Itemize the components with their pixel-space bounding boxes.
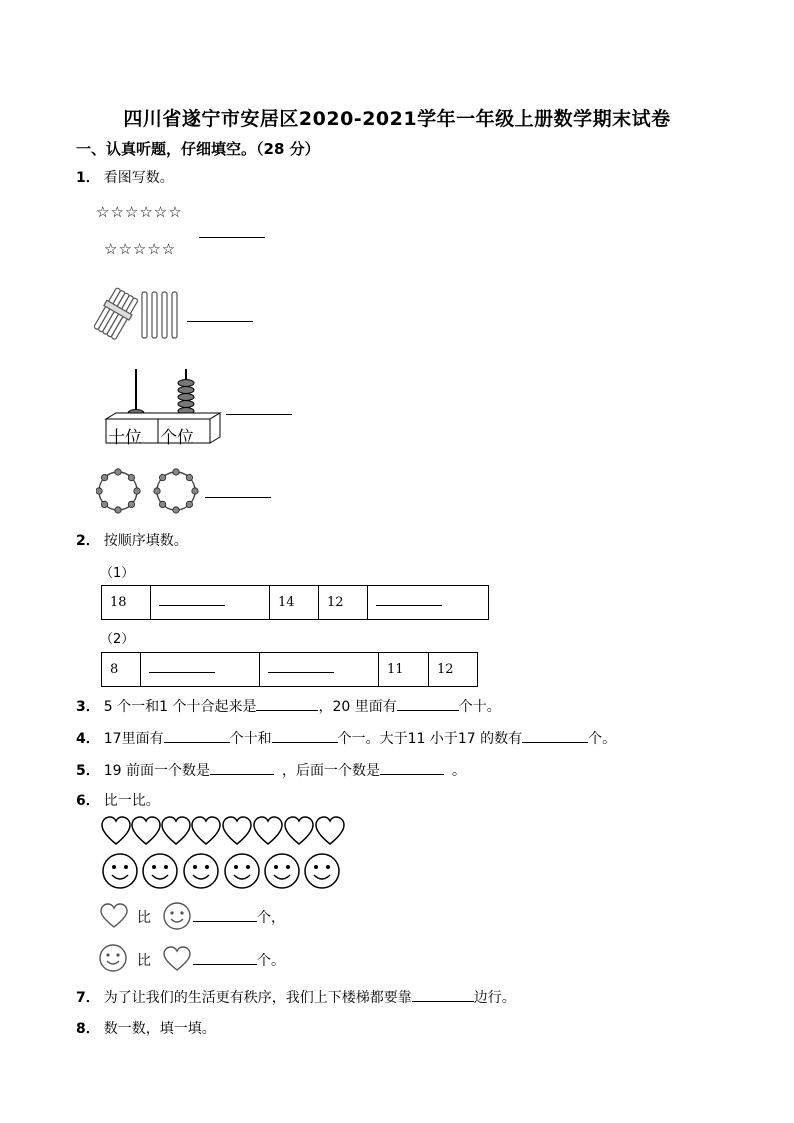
question-5: 5． 19 前面一个数是 ，后面一个数是 。 [76,763,467,779]
stars-row-2: ☆☆☆☆☆ [104,240,177,258]
smiley-icon [98,943,128,973]
compare-label: 比 [137,910,151,926]
stars-row-1: ☆☆☆☆☆☆ [96,203,183,221]
seq-cell: 11 [379,653,429,687]
question-4: 4． 17里面有 个十和 个一。大于11 小于17 的数有 个。 [76,731,617,747]
seq-blank-cell[interactable] [260,653,379,687]
question-3: 3． 5 个一和1 个十合起来是 ，20 里面有 个十。 [76,699,501,715]
question-6: 6． 比一比。 [76,793,160,809]
sub-question-2: （2） [100,632,135,647]
heart-icon [100,903,128,929]
bead-rings-image [96,466,206,516]
seq-cell: 18 [102,586,151,620]
heart-icon [163,946,191,972]
answer-blank[interactable] [187,321,253,322]
compare-answer-1: 个， [193,907,285,927]
question-2: 2． 按顺序填数。 [76,533,188,549]
seq-cell: 8 [102,653,141,687]
question-8: 8． 数一数，填一填。 [76,1021,216,1037]
section-heading: 一、认真听题，仔细填空。（28 分） [76,140,320,158]
question-1: 1． 看图写数。 [76,170,174,186]
sub-question-1: （1） [100,566,135,581]
sequence-table-1 [101,585,489,620]
answer-blank[interactable] [193,963,257,965]
ones-place-label: 个位 [160,428,194,448]
seq-blank-cell[interactable] [151,586,270,620]
answer-blank[interactable] [199,237,265,238]
seq-cell: 12 [319,586,368,620]
sequence-table-2 [101,652,478,687]
answer-blank[interactable] [226,414,292,415]
sticks-image [94,286,184,344]
answer-blank[interactable] [272,741,338,743]
seq-blank-cell[interactable] [368,586,489,620]
compare-answer-2: 个。 [193,950,285,970]
seq-cell: 12 [429,653,478,687]
answer-blank[interactable] [522,741,588,743]
answer-blank[interactable] [205,497,271,498]
answer-blank[interactable] [380,773,444,775]
hearts-row [100,816,348,848]
tens-place-label: 十位 [108,428,142,448]
smiley-faces-row [100,852,344,892]
answer-blank[interactable] [256,709,318,711]
answer-blank[interactable] [397,709,459,711]
answer-blank[interactable] [164,741,230,743]
smiley-icon [162,901,192,931]
answer-blank[interactable] [193,920,257,922]
seq-cell: 14 [270,586,319,620]
seq-blank-cell[interactable] [141,653,260,687]
compare-label: 比 [137,953,151,969]
answer-blank[interactable] [412,1000,474,1002]
page-title: 四川省遂宁市安居区2020-2021学年一年级上册数学期末试卷 [123,108,671,130]
question-7: 7． 为了让我们的生活更有秩序，我们上下楼梯都要靠 边行。 [76,990,516,1006]
answer-blank[interactable] [210,773,274,775]
